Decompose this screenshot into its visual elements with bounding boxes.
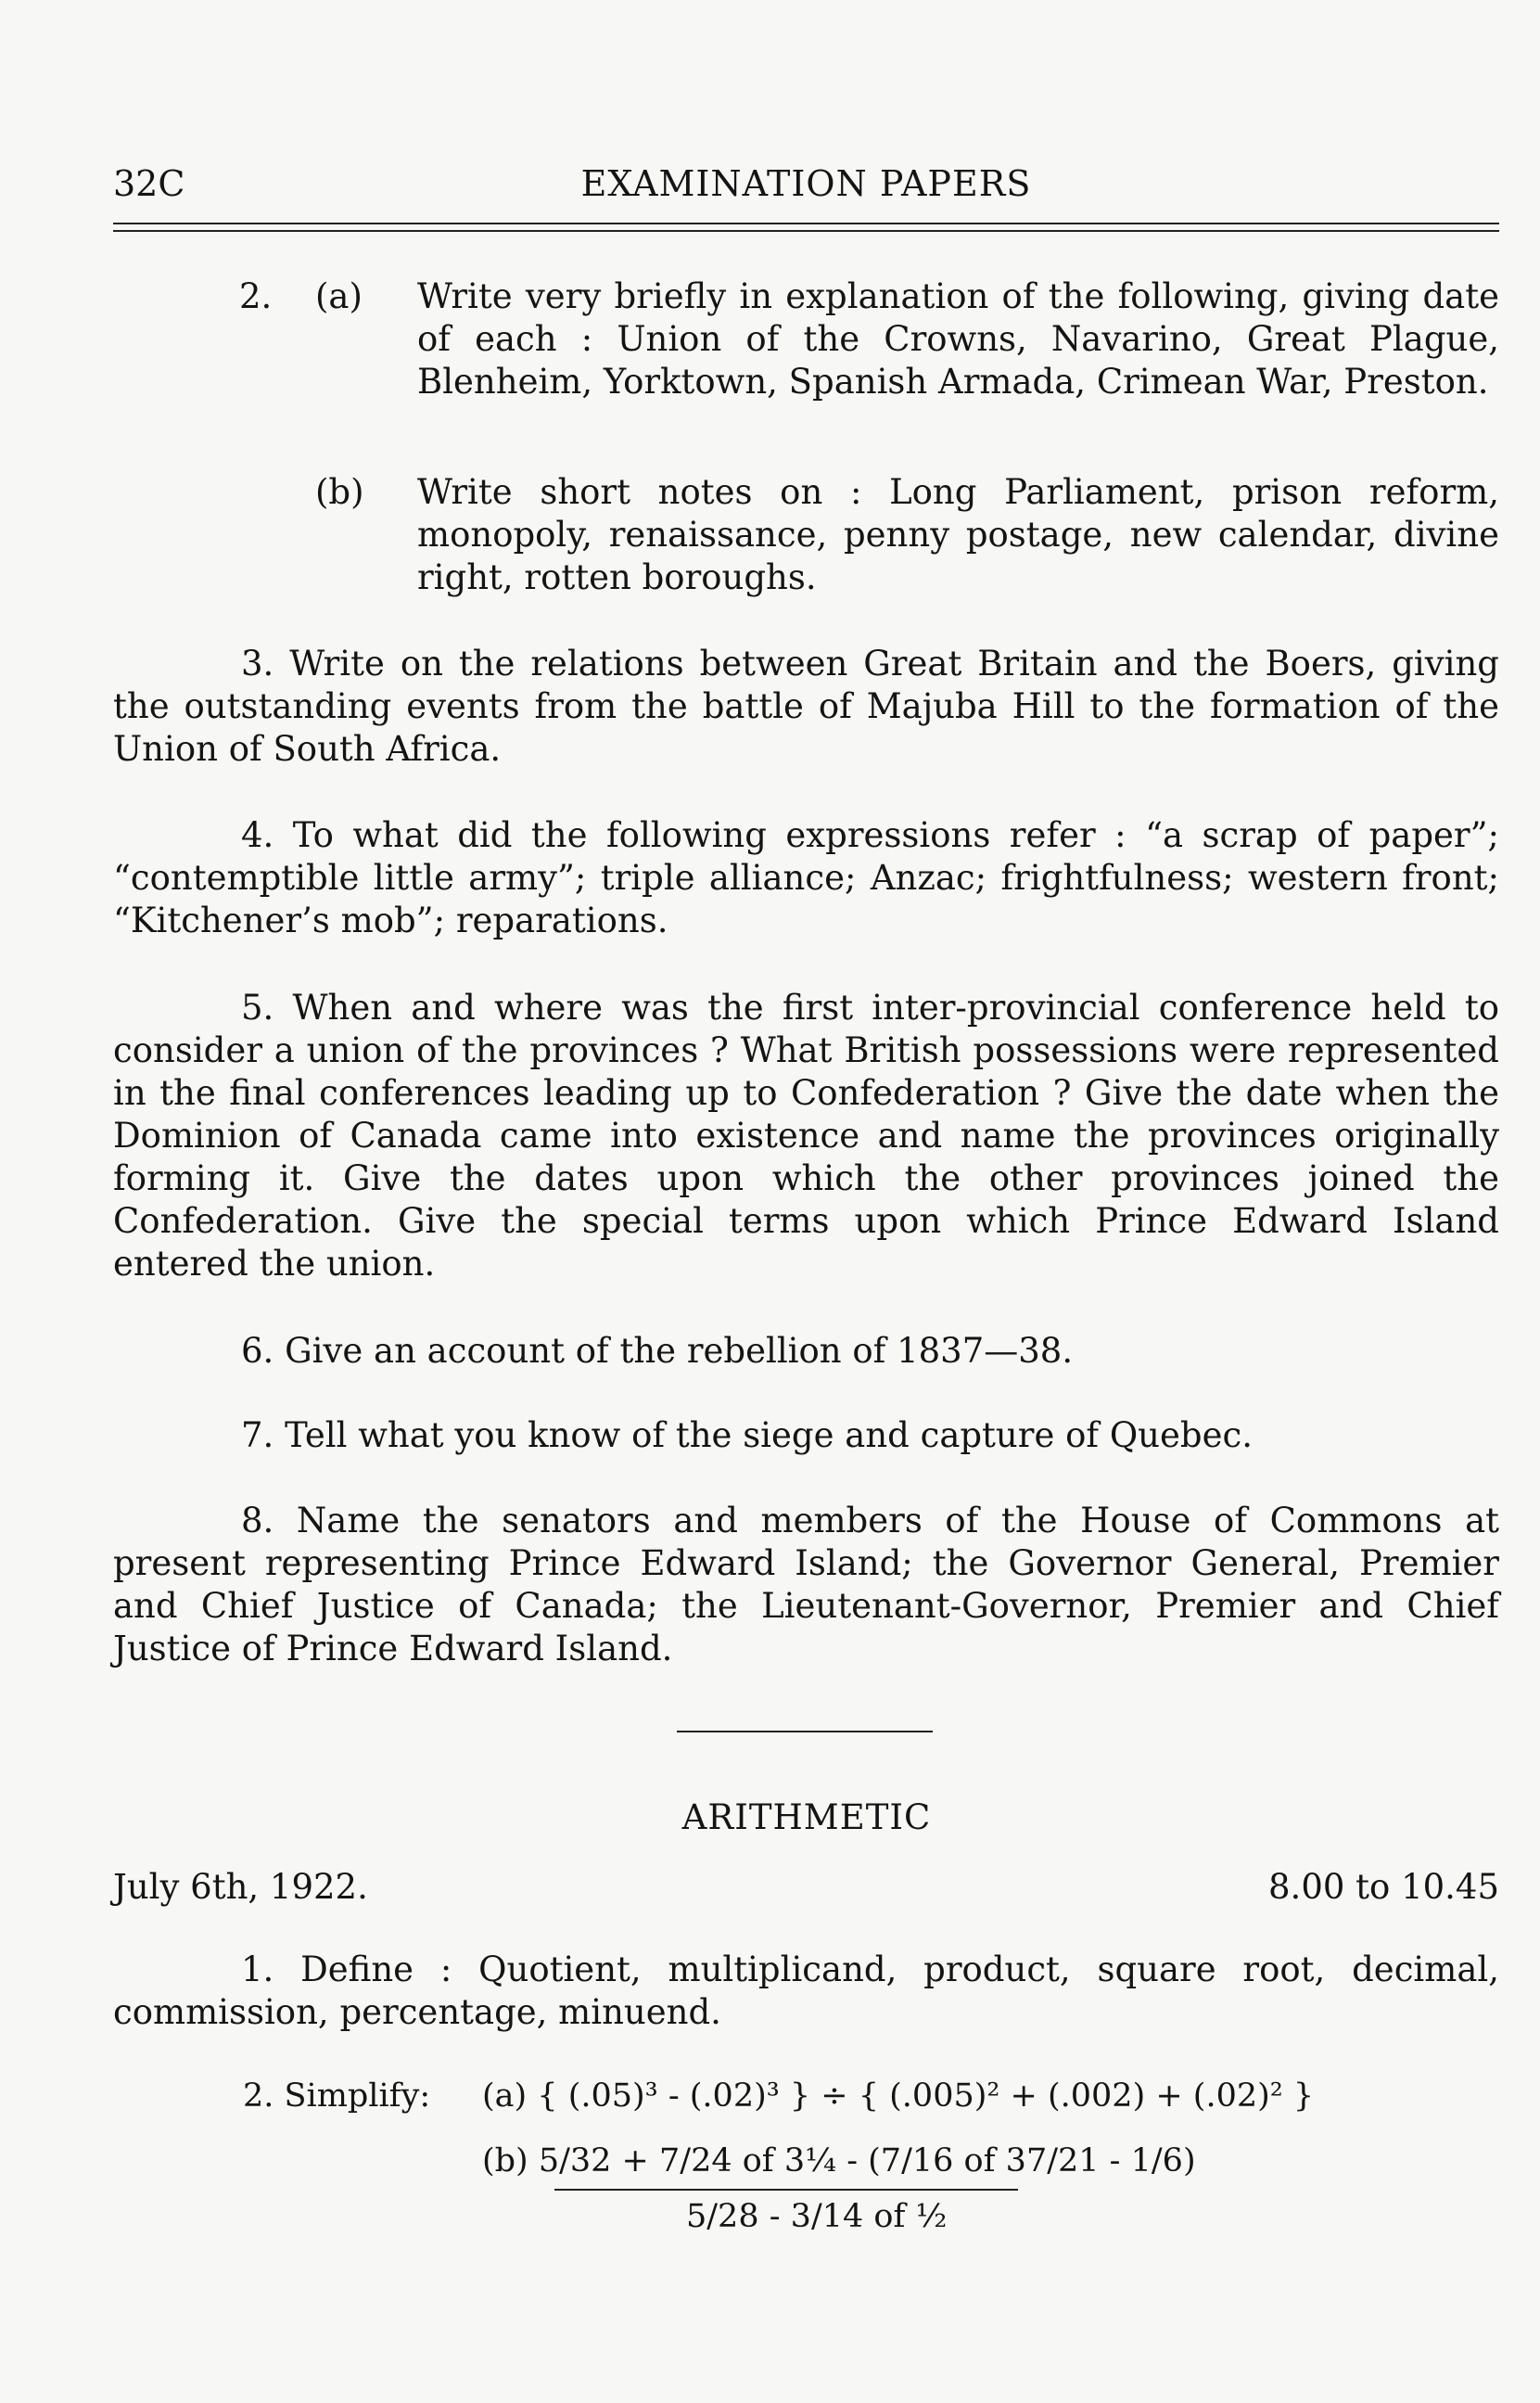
arith-q1: 1. Define : Quotient, multiplicand, product, square root, decimal, commission, percentage, minuend.	[113, 1949, 1499, 2032]
q2a-label: (a)	[315, 276, 363, 316]
q2-number: 2.	[239, 276, 273, 316]
page-number: 32C	[113, 163, 185, 204]
fraction-bar	[554, 2189, 1018, 2191]
q2b-label: (b)	[315, 472, 364, 512]
section-title: ARITHMETIC	[681, 1797, 932, 1837]
section-divider	[677, 1731, 933, 1732]
arith-q2a: (a) { (.05)³ - (.02)³ } ÷ { (.005)² + (.002) + (.02)² }	[482, 2077, 1315, 2115]
q3: 3. Write on the relations between Great Britain and the Boers, giving the outstanding events from the battle of Majuba Hill to the formation of the Union of South Africa.	[113, 644, 1499, 769]
q7: 7. Tell what you know of the siege and capture of Quebec.	[241, 1415, 1253, 1455]
arith-q2b-denominator: 5/28 - 3/14 of ½	[686, 2198, 948, 2235]
arith-q2b-numerator: (b) 5/32 + 7/24 of 3¼ - (7/16 of 37/21 - 1/6)	[482, 2142, 1196, 2179]
exam-time: 8.00 to 10.45	[1268, 1867, 1499, 1907]
header-rule-lower	[113, 230, 1499, 232]
q6: 6. Give an account of the rebellion of 1837—38.	[241, 1331, 1074, 1371]
header-title: EXAMINATION PAPERS	[580, 163, 1032, 204]
q2a-text: Write very briefly in explanation of the following, giving date of each : Union of the Crowns, Navarino, Great Plague, Blenheim, Yorktown, Spanish Armada, Crimean War, Preston.	[417, 276, 1499, 402]
q2b-text: Write short notes on : Long Parliament, prison reform, monopoly, renaissance, penny postage, new calendar, divine right, rotten boroughs.	[417, 472, 1499, 597]
q8: 8. Name the senators and members of the House of Commons at present representing Prince Edward Island; the Governor General, Premier and Chief Justice of Canada; the Lieutenant-Governor, Premier and Chief Justice of Prince Edward Island.	[113, 1501, 1499, 1668]
exam-date: July 6th, 1922.	[113, 1867, 368, 1907]
arith-q2-label: 2. Simplify:	[243, 2077, 431, 2115]
page-header	[113, 163, 1499, 206]
header-rule	[113, 223, 1499, 224]
q4: 4. To what did the following expressions refer : “a scrap of paper”; “contemptible little army”; triple alliance; Anzac; frightfulness; western front; “Kitchener’s mob”; reparations.	[113, 815, 1499, 940]
q5: 5. When and where was the first inter-provincial conference held to consider a union of the provinces ? What British possessions were represented in the final conferences leading up to Confederation ? Give the date when the Dominion of Canada came into existence and name the provinces originally forming it. Give the dates upon which the other provinces joined the Confederation. Give the special terms upon which Prince Edward Island entered the union.	[113, 988, 1499, 1284]
